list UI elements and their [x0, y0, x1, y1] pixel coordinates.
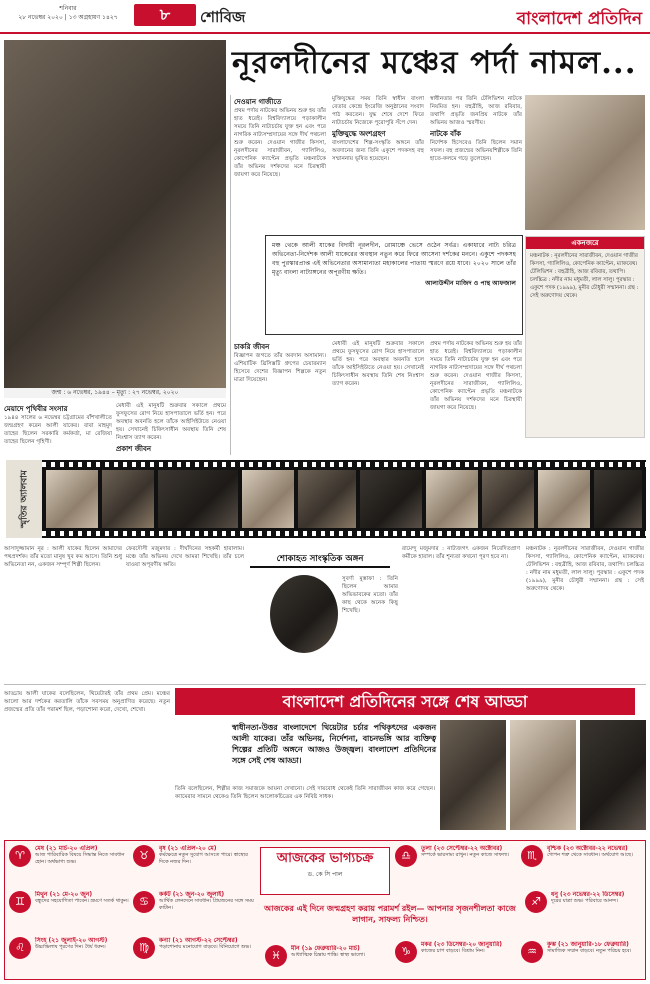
zodiac-icon: ♉ [133, 845, 155, 867]
horoscope-sign [395, 845, 517, 885]
sign-text: সম্পর্কে ভারসাম্য রাখুন। নতুন কাজে সাফল্য। [421, 852, 510, 858]
zodiac-icon: ♊ [9, 891, 31, 913]
sign-text: কাজের চাপ বাড়বে। বিশ্রাম নিন। [421, 948, 485, 954]
tribute-photo [270, 575, 338, 653]
horoscope-section [4, 840, 646, 980]
article-col3c [332, 340, 424, 455]
sign-name: বৃশ্চিক (২৩ অক্টোবর-২২ নভেম্বর) [547, 845, 628, 852]
album-photo [298, 470, 356, 528]
horoscope-sign [9, 891, 131, 931]
zodiac-icon: ♐ [525, 891, 547, 913]
photo-album-strip [6, 460, 646, 538]
page-header [0, 0, 650, 34]
reaction-a-text: আসাদুজ্জামান নূর : আলী যাকের ছিলেন আমাদের পথপ্রদর্শক। তাঁর মতো মানুষ খুব কম আসে। তিনি শুধু অভিনেতা নন, একজন সম্পূর্ণ শিল্পী ছিলেন। [4, 546, 122, 568]
sign-name: কন্যা (২১ আগস্ট-২২ সেপ্টেম্বর) [159, 937, 238, 944]
zodiac-icon: ♓ [265, 945, 287, 967]
zodiac-icon: ♒ [521, 941, 543, 963]
sign-name: মকর (২৩ ডিসেম্বর-২০ জানুয়ারি) [421, 941, 502, 948]
horoscope-sign [525, 891, 643, 931]
adda-left-text [4, 690, 170, 830]
col4-subhead: নাটকে বাঁক [430, 130, 461, 138]
sign-text: পড়াশোনায় মনোযোগ বাড়বে। বিনিয়োগে শুভ। [159, 944, 251, 950]
page-number: ৮ [134, 4, 196, 26]
article-col1b [116, 402, 226, 458]
header-date-text: ২৮ নভেম্বর ২০২০ | ১৩ অগ্রহায়ণ ১৪২৭ [18, 14, 118, 21]
col3-subhead: মুক্তিযুদ্ধে অংশগ্রহণ [332, 130, 386, 138]
pull-quote-text: মঞ্চ থেকে আলী যাকের বিদায়ী নূরলদীন, রোমাঞ্চে ভেসে ওঠেন সর্বত্র। একাধারে নাট্য চরিত্র অভিনেতা-নির্দেশক আলী যাকেরের অবস্থান নতুন করে ফিরে আসেনা দর্শকের মননে। একুশে পদকসহ বহু পুরস্কারপ্রাপ্ত এই অভিনেতার অসামান্যতা মহাকালের পাতায় স্মরণে রয়ে যাবে। ২০২০ সালে তাঁর মৃত্যু বাংলা নাট্যাঙ্গনের অপূরণীয় ক্ষতি। [272, 242, 516, 276]
zodiac-icon: ♌ [9, 937, 31, 959]
reaction-col-e [526, 545, 644, 680]
album-photo [102, 470, 154, 528]
last-adda-banner: বাংলাদেশ প্রতিদিনের সঙ্গে শেষ আড্ডা [175, 688, 635, 715]
horoscope-author: ড. কে সি পাল [307, 871, 343, 878]
zodiac-icon: ♈ [9, 845, 31, 867]
article-col3 [332, 95, 424, 230]
horoscope-promo: আজকের এই দিনে জন্মগ্রহণ করায় পরামর্শ রইল— আপনার সৃজনশীলতা কাজে লাগান, সাফল্য নিশ্চিত। [264, 904, 516, 924]
article-col2 [234, 95, 326, 230]
col4-text: স্বাধীনতার পর তিনি টেলিভিশন নাটকে নিয়মিত হন। বহুব্রীহি, আজ রবিবার, তথাপি প্রভৃতি জনপ্রিয় নাটকে তাঁর অভিনয় আজও স্মরণীয়। [430, 96, 522, 126]
col1-subhead: মেয়াদে পৃথিবীর সংসার [4, 405, 68, 413]
zodiac-icon: ♋ [133, 891, 155, 913]
horoscope-title: আজকের ভাগ্যচক্র [276, 851, 374, 866]
pull-quote [265, 235, 523, 335]
album-photo [158, 470, 238, 528]
section-divider [4, 684, 646, 685]
film-perforation-top [42, 462, 646, 467]
sign-text: আজ পারিবারিক বিষয়ে সিদ্ধান্ত নিতে সাবধান হোন। অর্থভাগ্য শুভ। [35, 852, 125, 865]
zodiac-icon: ♏ [521, 845, 543, 867]
reaction-col-c [342, 575, 398, 680]
col2-subhead2: চাকরি জীবন [234, 343, 270, 351]
horoscope-sign [133, 891, 255, 931]
article-col4 [430, 95, 522, 230]
reaction-c-text: সুবর্ণা মুস্তাফা : তিনি ছিলেন আমার অভিভাবকের মতো। তাঁর কাছ থেকে অনেক কিছু শিখেছি। [342, 576, 398, 614]
adda-right: তিনি বলেছিলেন, শিল্পীর কাজ সমাজকে আয়না দেখানো। সেই দায়বোধ থেকেই তিনি সারাজীবন কাজ করে গেছেন। ক্যামেরার সামনে থেকেও তিনি ছিলেন আলোকচিত্রের এক নিবিষ্ট সাধক। [175, 786, 435, 800]
col1b-text: মেধাবী এই মানুষটি শুক্রবার সকালে প্রথমে ফুসফুসের রোগ নিয়ে হাসপাতালে ভর্তি হন। পরে অবস্থার অবনতি হলে তাঁকে আইসিইউতে নেওয়া হয়। সেখানেই চিকিৎসাধীন অবস্থায় তিনি শেষ নিঃশ্বাস ত্যাগ করেন। [116, 403, 226, 441]
reaction-b-text: ফেরদৌসী মজুমদার : দীর্ঘদিনের সহকর্মী হারালাম। মঞ্চে তাঁর অভিনয় দেখে আমরা শিখেছি। তাঁর চলে যাওয়া অপূরণীয় ক্ষতি। [126, 546, 244, 568]
newspaper-logo[interactable]: বাংলাদেশ প্রতিদিন [516, 9, 642, 29]
col3c-text: মেধাবী এই মানুষটি শুক্রবার সকালে প্রথমে ফুসফুসের রোগ নিয়ে হাসপাতালে ভর্তি হন। পরে অবস্থার অবনতি হলে তাঁকে আইসিইউতে নেওয়া হয়। সেখানেই চিকিৎসাধীন অবস্থায় তিনি শেষ নিঃশ্বাস ত্যাগ করেন। [332, 341, 424, 387]
zodiac-icon: ♑ [395, 941, 417, 963]
horoscope-sign [9, 845, 131, 885]
col4b-text: নির্দেশক হিসেবেও তিনি ছিলেন সমান সফল। বহু প্রজন্মের অভিনয়শিল্পীকে তিনি হাতে-কলমে গড়ে তুলেছেন। [430, 140, 522, 162]
zodiac-icon: ♍ [133, 937, 155, 959]
adda-photo-2 [510, 720, 576, 830]
adda-left: আড্ডায় আলী যাকের বলেছিলেন, থিয়েটারই তাঁর প্রথম প্রেম। মঞ্চের আলো আর দর্শকের করতালি তাঁকে সবসময় অনুপ্রাণিত করেছে। নতুন প্রজন্মের প্রতি তাঁর পরামর্শ ছিল, পড়াশোনা করো, দেখো, শেখো। [4, 691, 170, 713]
sign-text: উচ্চাভিলাষ পূরণের দিন। ধৈর্য ধরুন। [35, 944, 106, 950]
sign-name: বৃষ (২১ এপ্রিল-২০ মে) [159, 845, 217, 852]
film-perforation-bottom [42, 531, 646, 536]
pull-quote-author: আলাউদ্দীন মাজিদ ও পান্থ আফজাল [425, 280, 516, 287]
sign-name: মেষ (২১ মার্চ-২০ এপ্রিল) [35, 845, 98, 852]
at-a-glance-box [525, 236, 645, 438]
adda-photo-1 [440, 720, 506, 830]
album-photo [538, 470, 590, 528]
sign-name: মিথুন (২১ মে-২০ জুন) [35, 891, 93, 898]
at-a-glance-body: মঞ্চনাটক : নূরলদীনের সারাজীবন, দেওয়ান গাজীর কিসসা, গ্যালিলিও, কোপেনিক ক্যাপ্টেন, ম্যাকবেথ। টেলিভিশন : বহুব্রীহি, আজ রবিবার, তথাপি। চলচ্চিত্র : নদীর নাম মধুমতী, লাল সালু। পুরস্কার : একুশে পদক (১৯৯৯), মুনীর চৌধুরী সম্মাননা। গ্রন্থ : সেই অরুণোদয় থেকে। [530, 253, 639, 299]
article-col2b [234, 340, 326, 455]
horoscope-sign [521, 941, 643, 981]
album-photo [360, 470, 422, 528]
sign-name: কর্কট (২১ জুন-২০ জুলাই) [159, 891, 225, 898]
article-col4c [430, 340, 522, 455]
col3b-text: বাংলাদেশের শিল্প-সংস্কৃতি অঙ্গনে তাঁর অবদানের জন্য তিনি একুশে পদকসহ বহু সম্মাননায় ভূষিত হয়েছেন। [332, 140, 424, 162]
col3-text: মুক্তিযুদ্ধের সময় তিনি স্বাধীন বাংলা বেতার কেন্দ্রে ইংরেজি অনুষ্ঠানের সংবাদ পাঠ করতেন। যুদ্ধ শেষে দেশে ফিরে নাট্যচর্চায় নিজেকে পুরোপুরি সঁপে দেন। [332, 96, 424, 126]
album-photo [242, 470, 294, 528]
sign-text: আধ্যাত্মিক চিন্তায় শান্তি। স্বাস্থ্য ভালো। [291, 952, 366, 958]
horoscope-sign [395, 941, 517, 981]
zodiac-icon: ♎ [395, 845, 417, 867]
album-photo [594, 470, 642, 528]
reaction-col-b [126, 545, 244, 680]
reaction-e-text: মঞ্চনাটক : নূরলদীনের সারাজীবন, দেওয়ান গাজীর কিসসা, গ্যালিলিও, কোপেনিক ক্যাপ্টেন, ম্যাকবেথ। টেলিভিশন : বহুব্রীহি, আজ রবিবার, তথাপি। চলচ্চিত্র : নদীর নাম মধুমতী, লাল সালু। পুরস্কার : একুশে পদক (১৯৯৯), মুনীর চৌধুরী সম্মাননা। গ্রন্থ : সেই অরুণোদয় থেকে। [526, 546, 644, 592]
adda-right-text [175, 785, 435, 833]
col2-subhead: দেওয়ান গাজীতে [234, 98, 282, 106]
main-headline: নূরলদীনের মঞ্চের পর্দা নামল... [232, 45, 637, 81]
sign-text: বন্ধুদের সহযোগিতা পাবেন। ভ্রমণে সতর্ক থাকুন। [35, 898, 129, 904]
header-date [8, 4, 128, 22]
tribute-title: শোকাহত সাংস্কৃতিক অঙ্গন [250, 552, 390, 568]
horoscope-sign [9, 937, 131, 977]
adda-photo-3 [580, 720, 646, 830]
album-photo [482, 470, 534, 528]
horoscope-sign [133, 845, 255, 885]
horoscope-title-box [260, 847, 390, 895]
sign-text: দূরের যাত্রা শুভ। পরিবারে আনন্দ। [551, 898, 618, 904]
sign-text: গোপন শত্রু থেকে সাবধান। অর্থযোগ আছে। [547, 852, 633, 858]
sign-name: মীন (১৯ ফেব্রুয়ারি-২০ মার্চ) [291, 945, 360, 952]
sign-name: কুম্ভ (২১ জানুয়ারি-১৮ ফেব্রুয়ারি) [547, 941, 629, 948]
col1-subhead2: প্রকাশ জীবন [116, 445, 152, 453]
col4c-text: প্রথম পর্দায় নাটকের অভিনয় শুরু হয় তাঁর হাত ধরেই। বিশ্ববিদ্যালয়ে পড়াকালীন সময়ে তিনি নাট্যচর্চায় যুক্ত হন এবং পরে নাগরিক নাট্যসম্প্রদায়ের সঙ্গে দীর্ঘ পথচলা শুরু করেন। দেওয়ান গাজীর কিসসা, নূরলদীনের সারাজীবন, গ্যালিলিও, কোপেনিক ক্যাপ্টেন প্রভৃতি মঞ্চনাটকে তাঁর অভিনয় দর্শকদের মনে চিরস্থায়ী জায়গা করে নিয়েছে। [430, 341, 522, 411]
sign-name: ধনু (২৩ নভেম্বর-২২ ডিসেম্বর) [551, 891, 625, 898]
last-adda-deck: স্বাধীনতা-উত্তর বাংলাদেশে থিয়েটার চর্চার পথিকৃৎদের একজন আলী যাকের। তাঁর অভিনয়, নির্দেশনা, বাচনভঙ্গি আর ব্যক্তিত্ব শিল্পের প্রতিটি অঙ্গনে আজও উজ্জ্বল। বাংলাদেশ প্রতিদিনের সঙ্গে সেই শেষ আড্ডা। [232, 723, 436, 765]
album-photo [46, 470, 98, 528]
reaction-d-text: রামেন্দু মজুমদার : নাট্যজগৎ একজন নিবেদিতপ্রাণ কর্মীকে হারাল। তাঁর শূন্যতা কখনো পূরণ হবে না। [402, 546, 520, 560]
col2-text: প্রথম পর্দায় নাটকের অভিনয় শুরু হয় তাঁর হাত ধরেই। বিশ্ববিদ্যালয়ে পড়াকালীন সময়ে তিনি নাট্যচর্চায় যুক্ত হন এবং পরে নাগরিক নাট্যসম্প্রদায়ের সঙ্গে দীর্ঘ পথচলা শুরু করেন। দেওয়ান গাজীর কিসসা, নূরলদীনের সারাজীবন, গ্যালিলিও, কোপেনিক ক্যাপ্টেন প্রভৃতি মঞ্চনাটকে তাঁর অভিনয় দর্শকদের মনে চিরস্থায়ী জায়গা করে নিয়েছে। [234, 108, 326, 178]
at-a-glance-title: একনজরে [526, 237, 644, 249]
sign-name: তুলা (২৩ সেপ্টেম্বর-২২ অক্টোবর) [421, 845, 503, 852]
divider [230, 95, 231, 455]
sign-text: আর্থিক লেনদেনে সাবধান। প্রিয়জনের সঙ্গে সময় কাটান। [159, 898, 254, 911]
horoscope-sign [521, 845, 643, 885]
reaction-col-a [4, 545, 122, 680]
portrait-caption: জন্ম : ৬ নভেম্বর, ১৯৪৪ – মৃত্যু : ২৭ নভেম্বর, ২০২০ [4, 388, 226, 398]
article-col1 [4, 402, 112, 458]
sign-text: কর্মক্ষেত্রে নতুন সুযোগ আসতে পারে। স্বাস্থ্যের দিকে নজর দিন। [159, 852, 248, 865]
album-label: স্মৃতির অ্যালবাম [6, 460, 42, 538]
horoscope-sign [265, 945, 391, 984]
horoscope-sign [133, 937, 255, 977]
portrait-photo [4, 40, 226, 388]
album-photo [426, 470, 478, 528]
col2b-text: বিজ্ঞাপন জগতে তাঁর অবদান অসামান্য। এশিয়াটিক থ্রিসিক্সটি গ্রুপের চেয়ারম্যান হিসেবে দেশের বিজ্ঞাপন শিল্পকে নতুন মাত্রা দিয়েছেন। [234, 353, 326, 383]
sign-text: সামাজিক সম্মান বাড়বে। নতুন পরিচয় হবে। [547, 948, 632, 954]
col1-text: ১৯৪৪ সালের ৬ নভেম্বর চট্টগ্রামের বাঁশখালীতে জন্মগ্রহণ করেন আলী যাকের। বাবা মাহমুদ তাহের ছিলেন সরকারি কর্মকর্তা, মা রেজিয়া তাহের ছিলেন গৃহিণী। [4, 415, 112, 445]
header-day: শনিবার [59, 5, 77, 12]
reaction-col-d [402, 545, 520, 680]
sign-name: সিংহ (২১ জুলাই-২০ আগস্ট) [35, 937, 108, 944]
section-title: শোবিজ [200, 8, 246, 26]
stage-photo [525, 95, 645, 230]
